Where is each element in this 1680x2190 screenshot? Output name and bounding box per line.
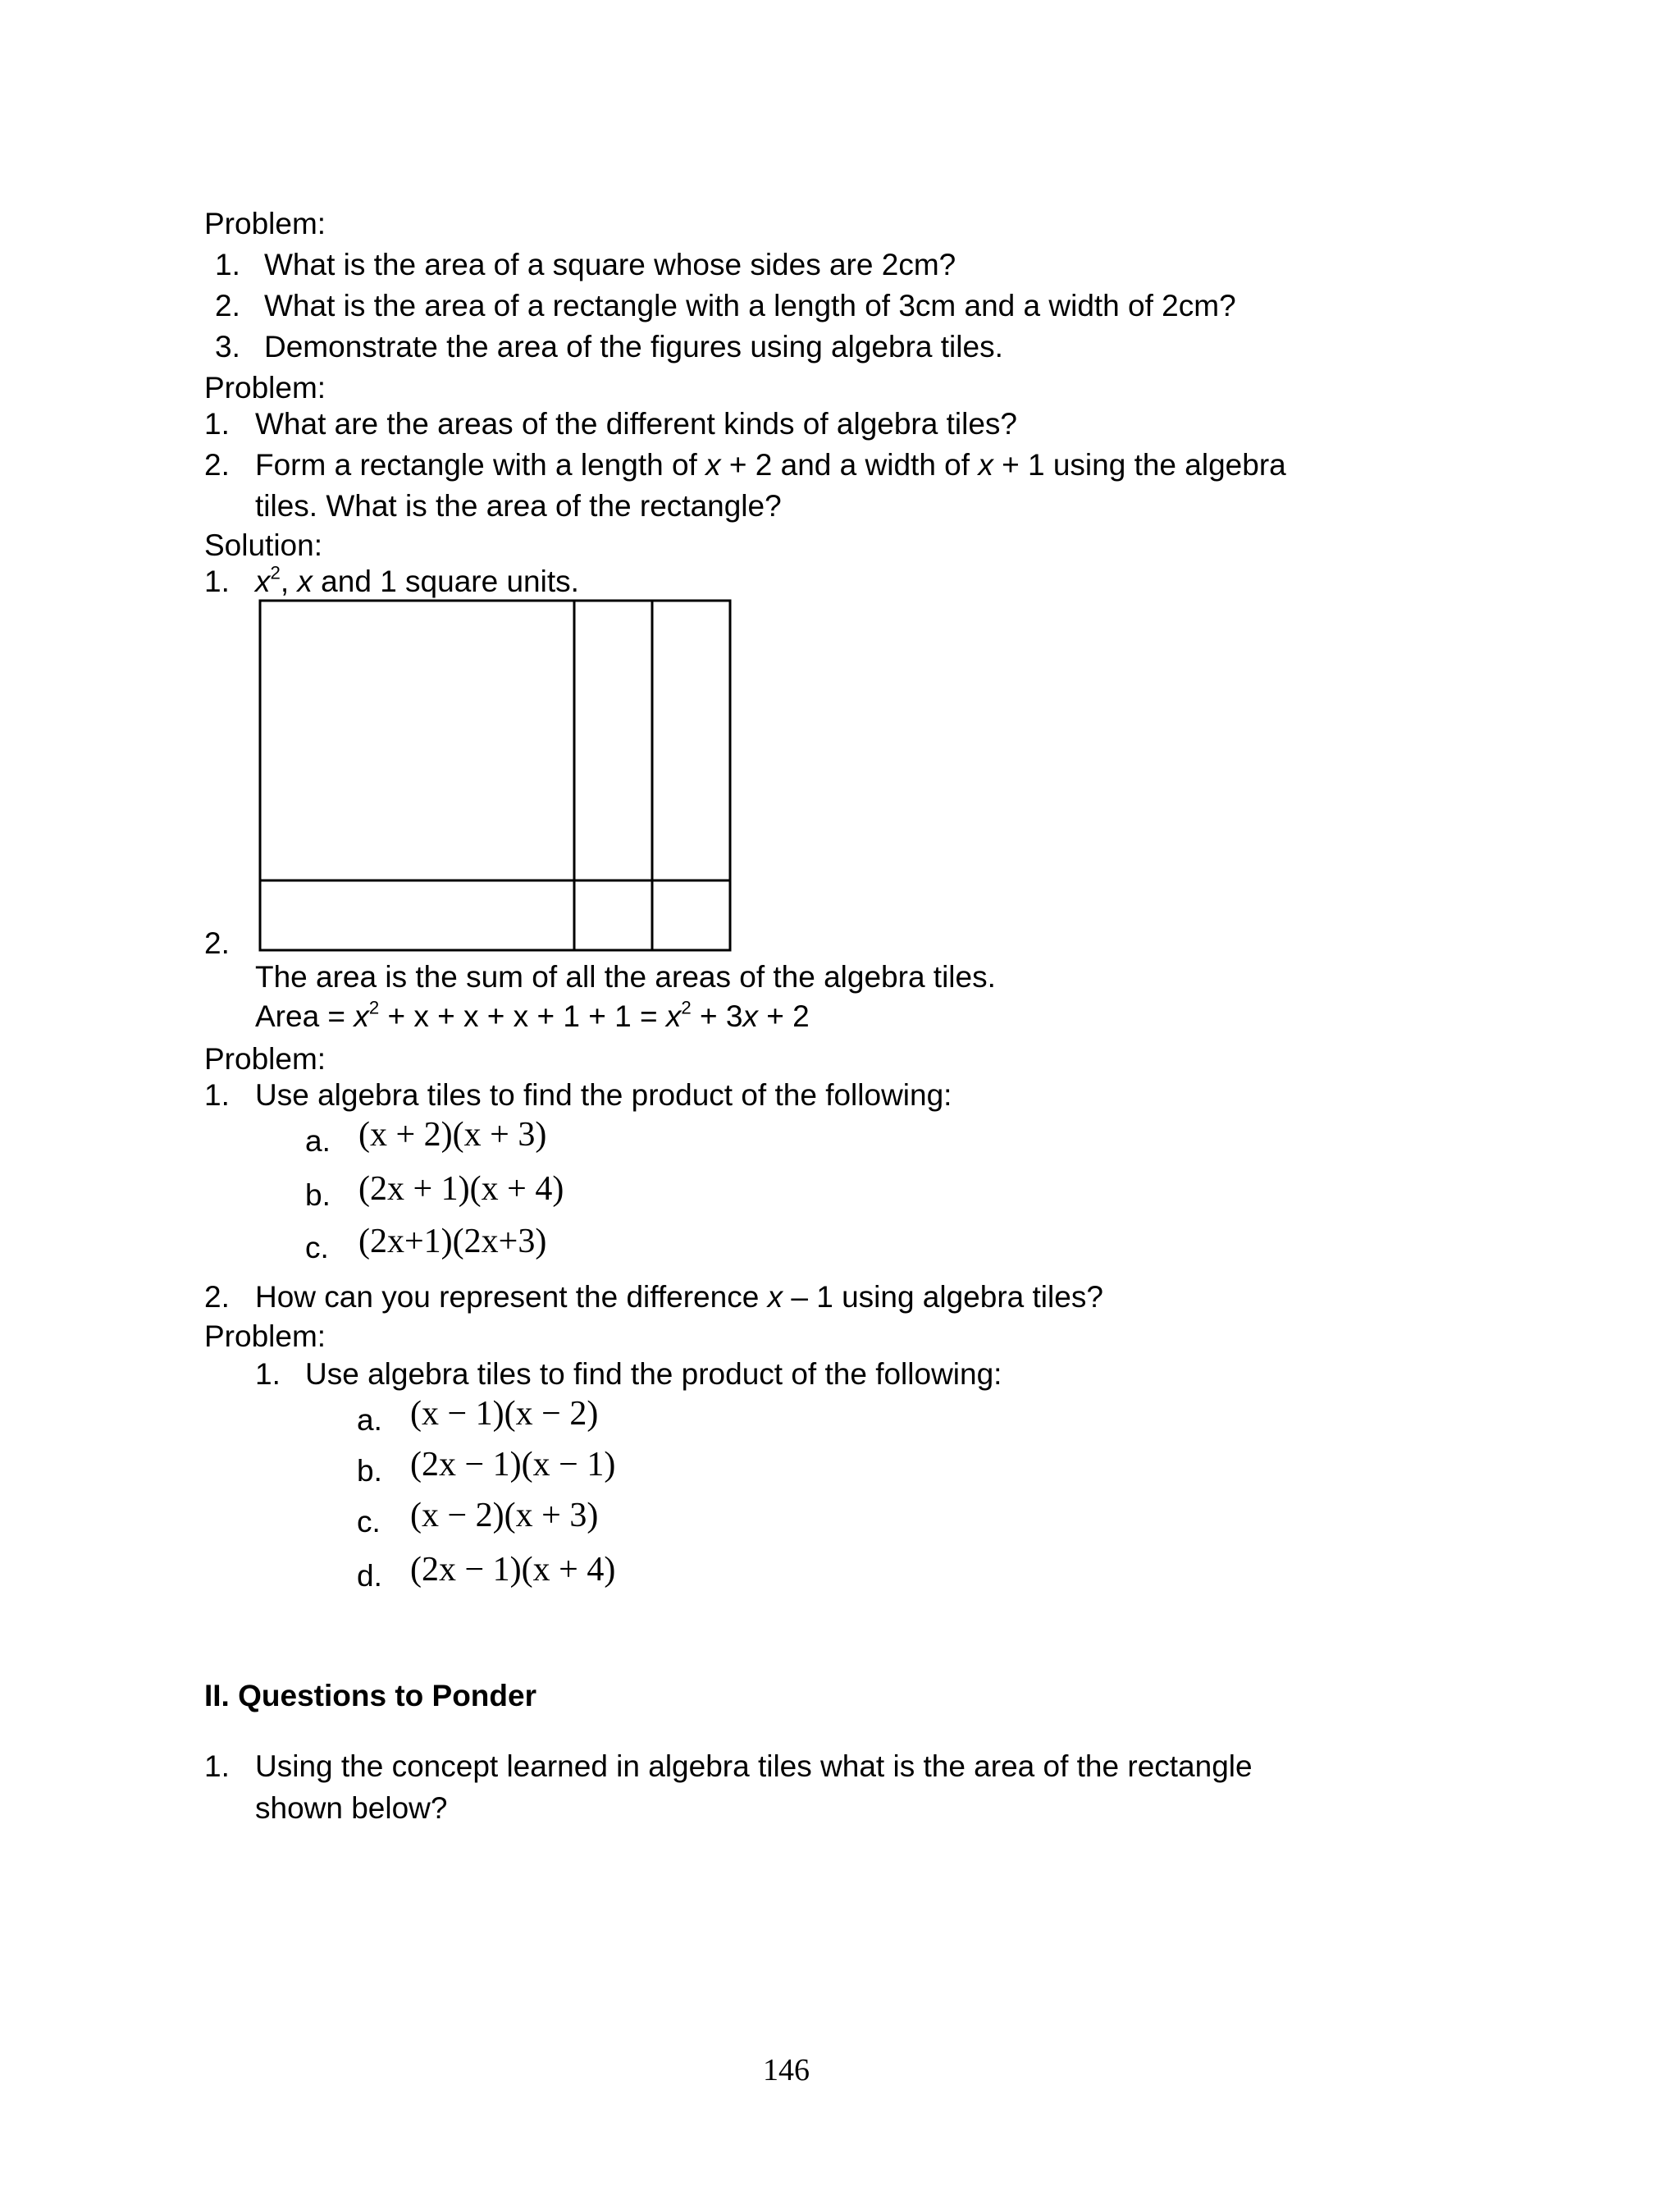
list-item-text-continued: tiles. What is the area of the rectangle? (255, 489, 782, 523)
problem-heading-4: Problem: (204, 1319, 326, 1353)
list-item-text: Form a rectangle with a length of x + 2 and a width of x + 1 using the algebra (255, 448, 1286, 482)
list-item-text: What is the area of a rectangle with a length of 3cm and a width of 2cm? (264, 289, 1236, 322)
list-item-number: 3. (215, 330, 240, 363)
sub-item-letter: a. (357, 1403, 382, 1437)
list-item-text: Using the concept learned in algebra tiles what is the area of the rectangle (255, 1749, 1253, 1783)
sub-item-letter: b. (357, 1454, 382, 1488)
problem-heading-2: Problem: (204, 371, 326, 405)
list-item-text: What is the area of a square whose sides are 2cm? (264, 248, 956, 281)
page-number: 146 (763, 2053, 810, 2087)
list-item-number: 1. (255, 1357, 281, 1391)
sub-item-letter: a. (305, 1124, 331, 1158)
product-expression: (x − 2)(x + 3) (410, 1497, 599, 1534)
list-item-number: 1. (215, 248, 240, 281)
product-expression: (2x+1)(2x+3) (358, 1223, 547, 1260)
list-item-number: 2. (204, 926, 230, 960)
list-item-number: 2. (204, 448, 230, 482)
product-expression: (2x − 1)(x − 1) (410, 1446, 616, 1484)
list-item-text-continued: shown below? (255, 1791, 448, 1825)
sub-item-letter: b. (305, 1178, 331, 1212)
list-item-text: Demonstrate the area of the figures using algebra tiles. (264, 330, 1003, 363)
list-item-number: 1. (204, 1078, 230, 1112)
list-item-number: 1. (204, 407, 230, 441)
list-item-text: $x^2$, x and 1 square units. (255, 562, 579, 598)
list-item-text: How can you represent the difference x – 1 using algebra tiles? (255, 1280, 1103, 1314)
product-expression: (x + 2)(x + 3) (358, 1116, 547, 1154)
list-item-text: Use algebra tiles to find the product of the following: (255, 1078, 952, 1112)
list-item-number: 1. (204, 565, 230, 598)
problem-heading-1: Problem: (204, 207, 326, 240)
list-item-number: 1. (204, 1749, 230, 1783)
sub-item-letter: c. (305, 1231, 329, 1264)
list-item-text: Use algebra tiles to find the product of the following: (305, 1357, 1002, 1391)
problem-heading-3: Problem: (204, 1042, 326, 1076)
section-heading: II. Questions to Ponder (204, 1679, 536, 1712)
product-expression: (x − 1)(x − 2) (410, 1395, 599, 1433)
list-item-number: 2. (204, 1280, 230, 1314)
solution-heading: Solution: (204, 528, 322, 562)
sub-item-letter: d. (357, 1559, 382, 1593)
sub-item-letter: c. (357, 1505, 381, 1538)
tiles-outline (260, 601, 730, 950)
list-item-text: What are the areas of the different kinds of algebra tiles? (255, 407, 1017, 441)
product-expression: (2x − 1)(x + 4) (410, 1551, 616, 1589)
area-equation: Area = $x^2 + x + x + x + 1 + 1 = x^2 + 3x + 2$ (255, 997, 810, 1033)
explanation-text: The area is the sum of all the areas of the algebra tiles. (255, 960, 996, 994)
list-item-number: 2. (215, 289, 240, 322)
product-expression: (2x + 1)(x + 4) (358, 1170, 564, 1208)
